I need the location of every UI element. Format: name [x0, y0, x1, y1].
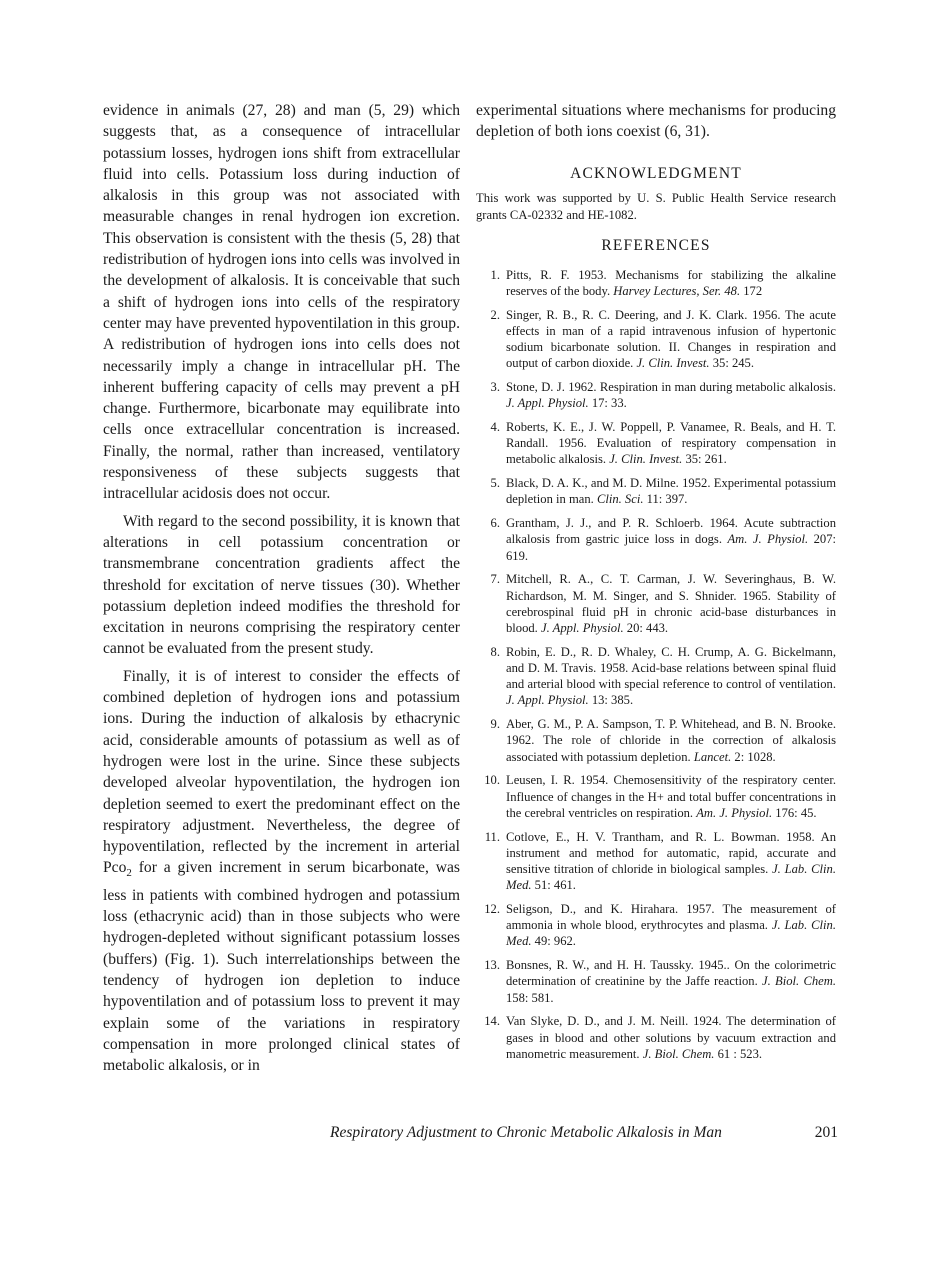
continuation-paragraph: experimental situations where mechanisms for producing depletion of both ions coexist (6, 31). — [476, 102, 836, 141]
journal-name: J. Clin. Invest. — [636, 356, 710, 371]
acknowledgment-text: This work was supported by U. S. Public Health Service research grants CA-02332 and HE-1082. — [476, 190, 836, 222]
reference-item — [476, 772, 836, 821]
journal-name: J. Appl. Physiol. — [540, 621, 624, 636]
reference-text: Cotlove, E., H. V. Trantham, and R. L. Bowman. 1958. An instrument and method for automatic, rapid, accurate and sensitive titration of chloride in biological samples. J. Lab. Clin. Med. 51: 461. — [506, 829, 836, 893]
reference-item — [476, 644, 836, 709]
journal-name: J. Lab. Clin. Med. — [506, 918, 836, 949]
reference-item — [476, 571, 836, 636]
reference-text: Singer, R. B., R. C. Deering, and J. K. Clark. 1956. The acute effects in man of a rapid intravenous infusion of hypertonic sodium bicarbonate solution. II. Changes in respiration and output of carbon dioxide. J. Clin. Invest. 35: 245. — [506, 307, 836, 371]
journal-name: J. Clin. Invest. — [609, 452, 683, 467]
body-paragraph — [103, 666, 460, 1077]
body-paragraph: evidence in animals (27, 28) and man (5, 29) which suggests that, as a consequence of intracellular potassium losses, hydrogen ions shift from extracellular fluid into cells. Potassium loss during induction of alkalosis in this group was not associated with measurable changes in renal hydrogen ion excretion. This observation is consistent with the thesis (5, 28) that redistribution of hydrogen ions into cells was involved in the development of alkalosis. It is conceivable that such a shift of hydrogen ions into cells of the respiratory center may have prevented hypoventilation in this group. A redistribution of hydrogen ions into cells does not necessarily imply a change in intracellular pH. The inherent buffering capacity of cells may prevent a pH change. Furthermore, bicarbonate may equilibrate into cells once extracellular concentration is increased. Finally, the normal, rather than increased, ventilatory responsiveness of these subjects suggests that intracellular acidosis does not occur. — [103, 102, 460, 503]
reference-item — [476, 716, 836, 765]
reference-number: 1. — [490, 267, 500, 282]
reference-number: 8. — [490, 644, 500, 659]
reference-number: 5. — [490, 476, 500, 491]
reference-text: Pitts, R. F. 1953. Mechanisms for stabilizing the alkaline reserves of the body. Harvey Lectures, Ser. 48. 172 — [506, 267, 836, 298]
reference-number: 9. — [490, 717, 500, 732]
subscript: 2 — [126, 867, 132, 880]
journal-name: J. Lab. Clin. Med. — [506, 862, 836, 893]
reference-number: 4. — [490, 420, 500, 434]
reference-text: Roberts, K. E., J. W. Poppell, P. Vanamee, R. Beals, and H. T. Randall. 1956. Evaluation of respiratory compensation in metabolic alkalosis. J. Clin. Invest. 35: 261. — [506, 420, 836, 467]
reference-number: 11. — [484, 829, 500, 844]
journal-name: J. Appl. Physiol. — [506, 693, 589, 708]
reference-item — [476, 379, 836, 411]
paragraph-text: Finally, it is of interest to consider the effects of combined depletion of hydrogen ions and potassium ions. During the induction of alkalosis by ethacrynic acid, considerable amounts of potassium as well as of hydrogen were lost in the urine. Since these subjects developed alveolar hypoventilation, the hydrogen ion depletion seemed to exert the predominant effect on the respiratory adjustment. Nevertheless, the degree of hypoventilation, reflected by the increment in arterial Pco — [103, 667, 460, 877]
page-footer — [330, 1124, 838, 1142]
journal-name: Harvey Lectures, Ser. 48. — [613, 283, 741, 298]
journal-name: Clin. Sci. — [596, 492, 644, 507]
reference-item — [476, 307, 836, 372]
running-head: Respiratory Adjustment to Chronic Metabolic Alkalosis in Man — [330, 1124, 722, 1141]
reference-text: Robin, E. D., R. D. Whaley, C. H. Crump, A. G. Bickelmann, and D. M. Travis. 1958. Acid-base relations between spinal fluid and arterial blood with special reference to control of ventilation. J. Appl. Physiol. 13: 385. — [506, 644, 836, 708]
journal-name: J. Biol. Chem. — [642, 1046, 715, 1061]
reference-text: Van Slyke, D. D., and J. M. Neill. 1924. The determination of gases in blood and other solutions by vacuum extraction and manometric measurement. J. Biol. Chem. 61 : 523. — [506, 1014, 836, 1061]
reference-text: Mitchell, R. A., C. T. Carman, J. W. Severinghaus, B. W. Richardson, M. M. Singer, and S. Shnider. 1965. Stability of cerebrospinal fluid pH in chronic acid-base disturbances in blood. J. Appl. Physiol. 20: 443. — [506, 572, 836, 636]
reference-item — [476, 267, 836, 299]
reference-item — [476, 475, 836, 507]
reference-item — [476, 901, 836, 950]
reference-item — [476, 419, 836, 468]
reference-number: 6. — [490, 516, 500, 531]
reference-item — [476, 829, 836, 894]
reference-number: 12. — [484, 902, 500, 917]
right-column — [476, 100, 836, 1070]
journal-name: Am. J. Physiol. — [696, 805, 773, 820]
reference-list — [476, 267, 836, 1062]
journal-name: J. Biol. Chem. — [762, 974, 836, 989]
acknowledgment-heading: ACKNOWLEDGMENT — [570, 164, 742, 182]
reference-item — [476, 1013, 836, 1062]
reference-text: Black, D. A. K., and M. D. Milne. 1952. Experimental potassium depletion in man. Clin. Sci. 11: 397. — [506, 476, 836, 507]
journal-name: J. Appl. Physiol. — [506, 396, 589, 411]
left-column — [103, 100, 460, 1076]
page-number: 201 — [814, 1124, 838, 1141]
reference-text: Aber, G. M., P. A. Sampson, T. P. Whitehead, and B. N. Brooke. 1962. The role of chloride in the correction of alkalosis associated with potassium depletion. Lancet. 2: 1028. — [506, 717, 836, 764]
reference-number: 3. — [490, 380, 500, 394]
reference-number: 13. — [484, 958, 500, 973]
references-heading: REFERENCES — [601, 236, 711, 254]
reference-text: Stone, D. J. 1962. Respiration in man during metabolic alkalosis. J. Appl. Physiol. 17: 33. — [506, 380, 836, 411]
reference-number: 2. — [490, 307, 500, 322]
reference-number: 10. — [484, 773, 500, 788]
journal-name: Lancet. — [693, 749, 732, 764]
reference-number: 14. — [484, 1014, 500, 1029]
reference-text: Grantham, J. J., and P. R. Schloerb. 1964. Acute subtraction alkalosis from gastric juice loss in dogs. Am. J. Physiol. 207: 619. — [506, 516, 837, 563]
journal-name: Am. J. Physiol. — [727, 532, 809, 547]
reference-text: Leusen, I. R. 1954. Chemosensitivity of the respiratory center. Influence of changes in the H+ and total buffer concentrations in the cerebral ventricles on respiration. Am. J. Physiol. 176: 45. — [506, 773, 836, 820]
paragraph-text: for a given increment in serum bicarbonate, was less in patients with combined hydrogen and potassium loss (ethacrynic acid) than in those subjects who were hydrogen-depleted without significant potassium losses (buffers) (Fig. 1). Such interrelationships between the tendency of hydrogen ion depletion to induce hypoventilation and of potassium loss to prevent it may explain some of the variations in respiratory compensation in more prolonged clinical states of metabolic alkalosis, or in — [103, 859, 460, 1075]
reference-item — [476, 957, 836, 1006]
reference-item — [476, 515, 836, 564]
reference-text: Bonsnes, R. W., and H. H. Taussky. 1945.. On the colorimetric determination of creatinine by the Jaffe reaction. J. Biol. Chem. 158: 581. — [506, 958, 836, 1005]
reference-number: 7. — [490, 572, 500, 587]
reference-text: Seligson, D., and K. Hirahara. 1957. The measurement of ammonia in whole blood, erythrocytes and plasma. J. Lab. Clin. Med. 49: 962. — [506, 902, 836, 949]
body-paragraph: With regard to the second possibility, it is known that alterations in cell potassium concentration or transmembrane concentration gradients affect the threshold for excitation of nerve tissues (30). Whether potassium depletion indeed modifies the threshold for excitation in neurons comprising the respiratory center cannot be evaluated from the present study. — [103, 512, 460, 658]
